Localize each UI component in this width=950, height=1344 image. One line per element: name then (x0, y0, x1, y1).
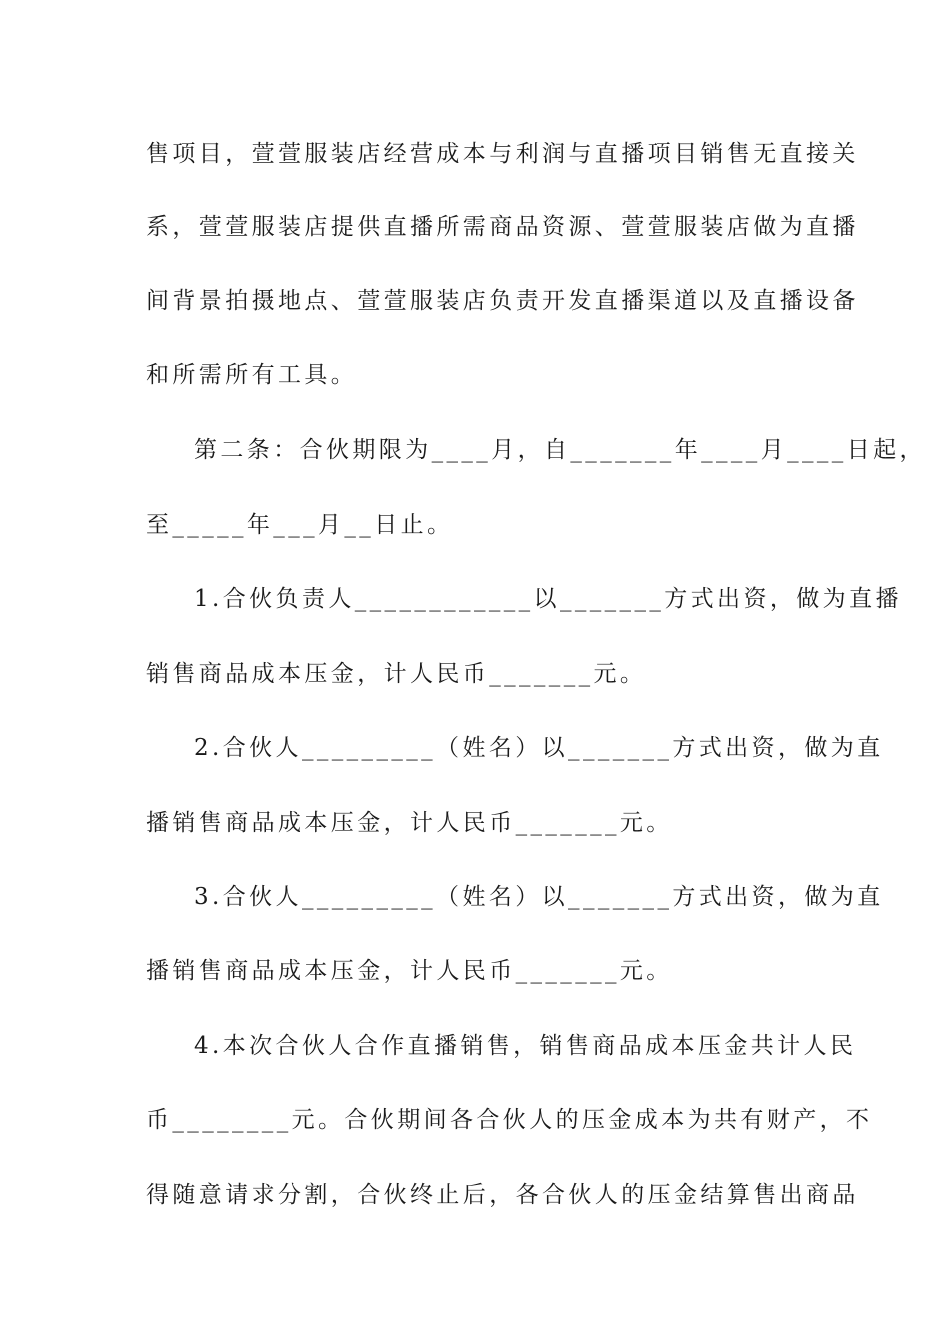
paragraph-line: 和所需所有工具。 (146, 362, 358, 388)
clause-4-line: 4.本次合伙人合作直播销售，销售商品成本压金共计人民 (194, 1033, 857, 1059)
clause-2-line: 2.合伙人_________（姓名）以_______方式出资，做为直 (194, 735, 884, 761)
paragraph-line: 播销售商品成本压金，计人民币_______元。 (146, 810, 673, 836)
paragraph-line: 间背景拍摄地点、萱萱服装店负责开发直播渠道以及直播设备 (146, 288, 859, 314)
paragraph-line: 播销售商品成本压金，计人民币_______元。 (146, 958, 673, 984)
clause-1-line: 1.合伙负责人____________以_______方式出资，做为直播 (194, 586, 902, 612)
clause-3-line: 3.合伙人_________（姓名）以_______方式出资，做为直 (194, 884, 884, 910)
paragraph-line: 系，萱萱服装店提供直播所需商品资源、萱萱服装店做为直播 (146, 214, 859, 240)
paragraph-line: 得随意请求分割，合伙终止后，各合伙人的压金结算售出商品 (146, 1182, 859, 1208)
paragraph-line: 销售商品成本压金，计人民币_______元。 (146, 661, 647, 687)
paragraph-line: 币________元。合伙期间各合伙人的压金成本为共有财产，不 (146, 1107, 873, 1133)
paragraph-line: 售项目，萱萱服装店经营成本与利润与直播项目销售无直接关 (146, 141, 859, 167)
paragraph-line: 至_____年___月__日止。 (146, 512, 454, 538)
article-two-line: 第二条：合伙期限为____月，自_______年____月____日起， (194, 437, 926, 463)
